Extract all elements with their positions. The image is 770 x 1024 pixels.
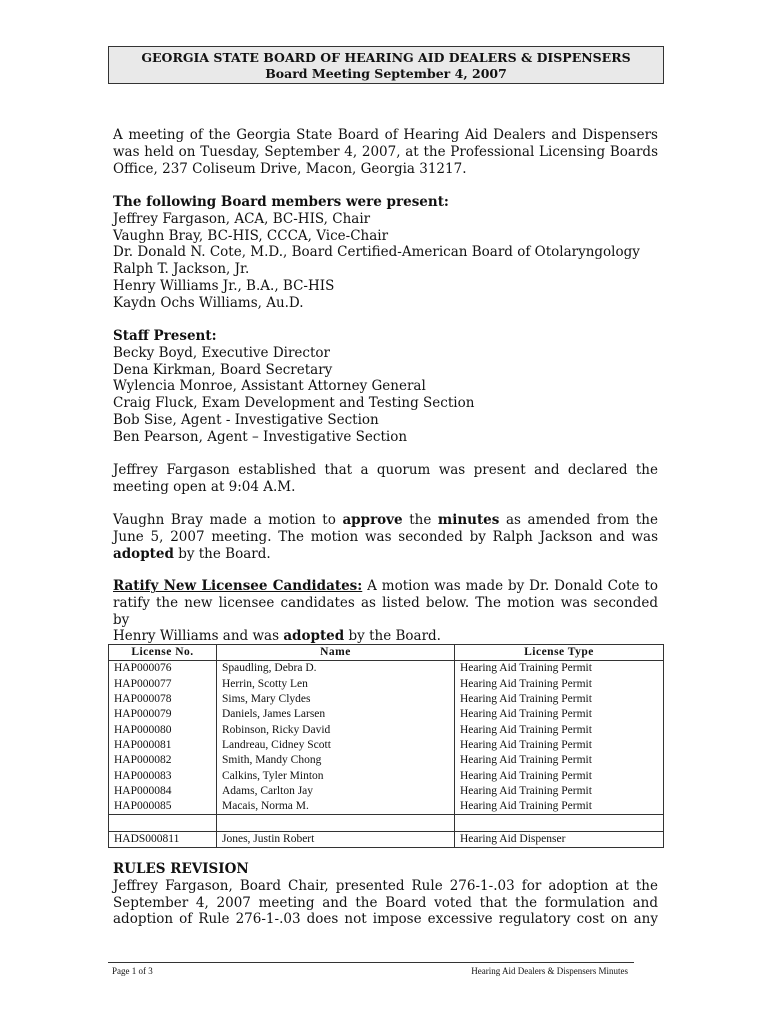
intro-line: A meeting of the Georgia State Board of Hearing Aid Dealers and Dispensers	[113, 127, 658, 143]
table-cell: Spaudling, Debra D.	[217, 661, 455, 677]
table-cell: Robinson, Ricky David	[217, 722, 455, 737]
table-cell: Herrin, Scotty Len	[217, 677, 455, 692]
member-item: Dr. Donald N. Cote, M.D., Board Certified-American Board of Otolaryngology	[113, 244, 640, 261]
quorum-line: Jeffrey Fargason established that a quorum was present and declared the	[113, 462, 658, 478]
staff-item: Bob Sise, Agent - Investigative Section	[113, 411, 379, 428]
table-cell: Hearing Aid Training Permit	[455, 738, 664, 753]
column-header: Name	[217, 645, 455, 661]
table-cell: Adams, Carlton Jay	[217, 784, 455, 799]
table-row	[109, 799, 664, 815]
minutes-line: June 5, 2007 meeting. The motion was seconded by Ralph Jackson and was	[113, 528, 658, 545]
table-cell: Hearing Aid Dispenser	[455, 831, 664, 847]
member-item: Ralph T. Jackson, Jr.	[113, 261, 250, 278]
table-cell: HAP000076	[109, 661, 217, 677]
ratify-line: Ratify New Licensee Candidates: A motion was made by Dr. Donald Cote to	[113, 578, 658, 594]
table-row	[109, 831, 664, 847]
table-cell: HAP000081	[109, 738, 217, 753]
table-cell: HAP000083	[109, 768, 217, 783]
table-cell	[217, 815, 455, 831]
table-cell: Hearing Aid Training Permit	[455, 784, 664, 799]
table-cell: Hearing Aid Training Permit	[455, 722, 664, 737]
table-cell: Macais, Norma M.	[217, 799, 455, 815]
table-cell: Hearing Aid Training Permit	[455, 799, 664, 815]
table-cell: HAP000079	[109, 707, 217, 722]
rules-line: adoption of Rule 276-1-.03 does not impose excessive regulatory cost on any	[113, 911, 658, 928]
table-cell	[109, 815, 217, 831]
staff-section	[113, 328, 658, 446]
intro-paragraph	[113, 127, 658, 177]
table-cell: HAP000080	[109, 722, 217, 737]
members-section	[113, 194, 658, 312]
staff-item: Wylencia Monroe, Assistant Attorney General	[113, 378, 426, 395]
column-header: License Type	[455, 645, 664, 661]
table-cell: Jones, Justin Robert	[217, 831, 455, 847]
quorum-line: meeting open at 9:04 A.M.	[113, 478, 296, 495]
ratify-heading: Ratify New Licensee Candidates:	[113, 578, 363, 594]
table-cell: Hearing Aid Training Permit	[455, 768, 664, 783]
table-cell	[455, 815, 664, 831]
staff-heading: Staff Present:	[113, 328, 217, 344]
staff-item: Dena Kirkman, Board Secretary	[113, 361, 333, 378]
table-cell: Landreau, Cidney Scott	[217, 738, 455, 753]
table-row	[109, 692, 664, 707]
rules-section	[113, 861, 658, 928]
ratify-line: Henry Williams and was adopted by the Board.	[113, 628, 441, 645]
staff-item: Becky Boyd, Executive Director	[113, 344, 330, 361]
board-name: GEORGIA STATE BOARD OF HEARING AID DEALERS & DISPENSERS	[141, 50, 631, 65]
table-row	[109, 661, 664, 677]
member-item: Jeffrey Fargason, ACA, BC-HIS, Chair	[113, 210, 371, 227]
table-cell: HAP000077	[109, 677, 217, 692]
table-cell: Hearing Aid Training Permit	[455, 661, 664, 677]
meeting-title: Board Meeting September 4, 2007	[265, 66, 507, 81]
minutes-line: Vaughn Bray made a motion to approve the minutes as amended from the	[113, 512, 658, 528]
rules-heading: RULES REVISION	[113, 861, 249, 877]
column-header: License No.	[109, 645, 217, 661]
license-table	[108, 644, 664, 848]
table-cell: HADS000811	[109, 831, 217, 847]
table-cell: Hearing Aid Training Permit	[455, 677, 664, 692]
page-number: Page 1 of 3	[112, 966, 153, 976]
table-cell: Smith, Mandy Chong	[217, 753, 455, 768]
staff-item: Ben Pearson, Agent – Investigative Section	[113, 428, 408, 445]
document-title-box	[108, 46, 664, 84]
table-row	[109, 784, 664, 799]
rules-line: September 4, 2007 meeting and the Board voted that the formulation and	[113, 894, 658, 911]
page-footer	[108, 962, 634, 976]
rules-line: Jeffrey Fargason, Board Chair, presented Rule 276-1-.03 for adoption at the	[113, 877, 658, 894]
quorum-paragraph	[113, 462, 658, 496]
table-header-row	[109, 645, 664, 661]
table-cell: Calkins, Tyler Minton	[217, 768, 455, 783]
table-cell: HAP000084	[109, 784, 217, 799]
table-row	[109, 707, 664, 722]
table-spacer-row	[109, 815, 664, 831]
table-cell: Hearing Aid Training Permit	[455, 753, 664, 768]
ratify-paragraph	[113, 578, 658, 645]
intro-line: Office, 237 Coliseum Drive, Macon, Georgia 31217.	[113, 160, 467, 177]
table-cell: Daniels, James Larsen	[217, 707, 455, 722]
table-row	[109, 768, 664, 783]
table-cell: HAP000085	[109, 799, 217, 815]
intro-line: was held on Tuesday, September 4, 2007, at the Professional Licensing Boards	[113, 143, 658, 160]
members-heading: The following Board members were present:	[113, 194, 449, 210]
table-row	[109, 753, 664, 768]
member-item: Henry Williams Jr., B.A., BC-HIS	[113, 277, 335, 294]
ratify-line: ratify the new licensee candidates as listed below. The motion was seconded by	[113, 594, 658, 628]
table-row	[109, 722, 664, 737]
table-cell: Hearing Aid Training Permit	[455, 692, 664, 707]
member-item: Kaydn Ochs Williams, Au.D.	[113, 294, 304, 311]
table-cell: HAP000078	[109, 692, 217, 707]
member-item: Vaughn Bray, BC-HIS, CCCA, Vice-Chair	[113, 227, 389, 244]
table-cell: Hearing Aid Training Permit	[455, 707, 664, 722]
minutes-line: adopted by the Board.	[113, 545, 271, 562]
footer-title: Hearing Aid Dealers & Dispensers Minutes	[471, 966, 628, 976]
staff-item: Craig Fluck, Exam Development and Testing Section	[113, 395, 475, 412]
table-cell: Sims, Mary Clydes	[217, 692, 455, 707]
table-row	[109, 738, 664, 753]
table-cell: HAP000082	[109, 753, 217, 768]
minutes-paragraph	[113, 512, 658, 562]
table-row	[109, 677, 664, 692]
